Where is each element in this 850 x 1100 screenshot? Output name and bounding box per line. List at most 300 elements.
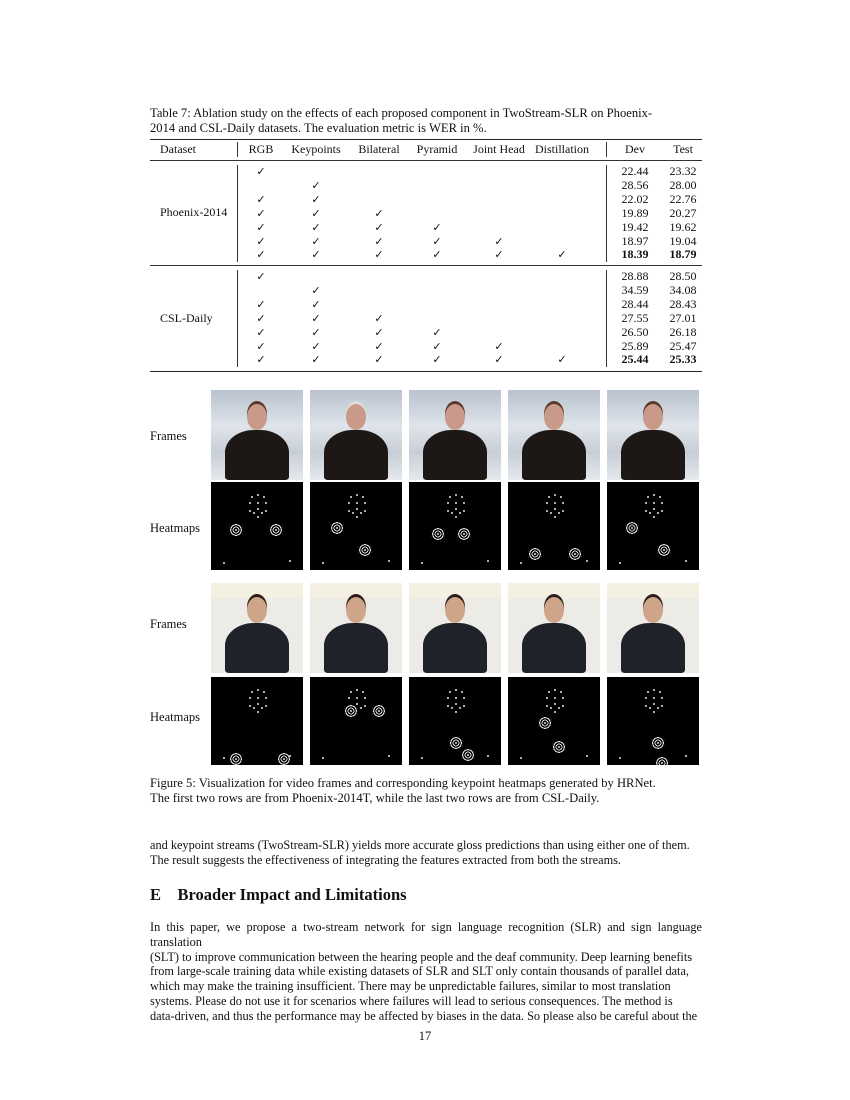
- dataset-label-phoenix: Phoenix-2014: [160, 205, 228, 219]
- keypoint-dot: [249, 697, 251, 699]
- row-label-heatmaps-1: Heatmaps: [150, 521, 200, 535]
- csl-video-frame: [211, 583, 303, 673]
- keypoint-dot: [463, 697, 465, 699]
- person-head: [247, 597, 267, 623]
- check-icon: ✓: [311, 353, 321, 367]
- keypoint-dot: [447, 697, 449, 699]
- keypoint-dot: [548, 496, 550, 498]
- dev-wer-value: 22.44: [621, 164, 649, 178]
- hand-keypoints: [528, 548, 542, 560]
- keypoint-dot: [360, 707, 362, 709]
- keypoint-dot: [554, 494, 556, 496]
- test-wer-value: 26.18: [669, 324, 697, 339]
- keypoint-dot: [487, 560, 489, 562]
- hand-keypoints: [651, 737, 665, 749]
- header-dataset: Dataset: [160, 142, 196, 156]
- header-vline-left: [237, 142, 238, 157]
- header-joint-head: Joint Head: [473, 142, 525, 156]
- keypoint-dot: [356, 689, 358, 691]
- check-icon: ✓: [256, 220, 266, 234]
- keypoint-dot: [257, 502, 259, 504]
- keypoint-dot: [455, 689, 457, 691]
- table-top-rule: [150, 139, 702, 140]
- keypoint-dot: [463, 510, 465, 512]
- keypoint-dot: [257, 689, 259, 691]
- test-wer-value: 18.79: [669, 247, 697, 262]
- keypoint-dot: [249, 510, 251, 512]
- check-icon: ✓: [256, 353, 266, 367]
- person-head: [346, 597, 366, 623]
- hand-keypoints: [657, 544, 671, 556]
- person-torso: [621, 430, 685, 480]
- keypoint-dot: [322, 562, 324, 564]
- keypoint-dot: [653, 494, 655, 496]
- keypoint-dot: [560, 496, 562, 498]
- keypoint-dot: [257, 703, 259, 705]
- keypoint-dot: [554, 508, 556, 510]
- hand-keypoints: [461, 749, 475, 761]
- keypoint-dot: [261, 512, 263, 514]
- check-icon: ✓: [256, 325, 266, 339]
- keypoint-dot: [645, 502, 647, 504]
- phoenix-video-frame: [508, 390, 600, 480]
- keypoint-dot: [364, 510, 366, 512]
- check-icon: ✓: [432, 248, 442, 262]
- phoenix-keypoint-heatmap: [409, 482, 501, 570]
- test-wer-value: 34.08: [669, 282, 697, 297]
- row-label-frames-1: Frames: [150, 429, 187, 443]
- keypoint-dot: [647, 691, 649, 693]
- keypoint-dot: [421, 562, 423, 564]
- keypoint-dot: [350, 496, 352, 498]
- person-torso: [423, 430, 487, 480]
- check-icon: ✓: [557, 248, 567, 262]
- dev-wer-value: 25.89: [621, 338, 649, 353]
- keypoint-dot: [558, 707, 560, 709]
- phoenix-video-frame: [310, 390, 402, 480]
- person-head: [445, 404, 465, 430]
- check-icon: ✓: [256, 192, 266, 206]
- keypoint-dot: [348, 510, 350, 512]
- header-distillation: Distillation: [535, 142, 589, 156]
- person-head: [544, 597, 564, 623]
- check-icon: ✓: [256, 270, 266, 283]
- keypoint-dot: [554, 703, 556, 705]
- header-dev: Dev: [625, 142, 645, 156]
- test-wer-value: 23.32: [669, 164, 697, 178]
- keypoint-dot: [653, 703, 655, 705]
- keypoint-dot: [362, 691, 364, 693]
- keypoint-dot: [257, 516, 259, 518]
- table-caption: [150, 106, 702, 136]
- table-bottom-rule: [150, 371, 702, 372]
- keypoint-dot: [520, 562, 522, 564]
- csl-keypoint-heatmap: [409, 677, 501, 765]
- check-icon: ✓: [494, 353, 504, 367]
- keypoint-dot: [352, 512, 354, 514]
- keypoint-dot: [546, 697, 548, 699]
- check-icon: ✓: [311, 283, 321, 297]
- keypoint-dot: [653, 689, 655, 691]
- keypoint-dot: [550, 707, 552, 709]
- dev-wer-value: 25.44: [621, 352, 649, 367]
- group1-vline-right: [606, 165, 607, 262]
- keypoint-dot: [558, 512, 560, 514]
- header-vline-right: [606, 142, 607, 157]
- keypoint-dot: [388, 755, 390, 757]
- dev-wer-value: 19.42: [621, 219, 649, 234]
- check-icon: ✓: [311, 297, 321, 311]
- person-torso: [324, 430, 388, 480]
- keypoint-dot: [257, 494, 259, 496]
- person-head: [643, 597, 663, 623]
- keypoint-dot: [562, 697, 564, 699]
- keypoint-dot: [356, 494, 358, 496]
- keypoint-dot: [249, 705, 251, 707]
- keypoint-dot: [645, 705, 647, 707]
- keypoint-dot: [257, 508, 259, 510]
- keypoint-dot: [447, 510, 449, 512]
- keypoint-dot: [554, 502, 556, 504]
- person-torso: [324, 623, 388, 673]
- keypoint-dot: [459, 707, 461, 709]
- keypoint-dot: [447, 502, 449, 504]
- hand-keypoints: [552, 741, 566, 753]
- test-wer-value: 28.00: [669, 177, 697, 192]
- keypoint-dot: [649, 512, 651, 514]
- check-icon: ✓: [311, 220, 321, 234]
- dev-wer-value: 18.97: [621, 233, 649, 248]
- test-wer-value: 22.76: [669, 191, 697, 206]
- keypoint-dot: [388, 560, 390, 562]
- phoenix-keypoint-heatmap: [211, 482, 303, 570]
- keypoint-dot: [562, 705, 564, 707]
- keypoint-dot: [550, 512, 552, 514]
- check-icon: ✓: [311, 248, 321, 262]
- keypoint-dot: [661, 697, 663, 699]
- keypoint-dot: [661, 705, 663, 707]
- keypoint-dot: [653, 697, 655, 699]
- keypoint-dot: [459, 512, 461, 514]
- hand-keypoints: [372, 705, 386, 717]
- test-wer-value: 19.62: [669, 219, 697, 234]
- figure-caption-line-1: Figure 5: Visualization for video frames and corresponding keypoint heatmaps generated by HRNet.: [150, 776, 656, 790]
- dev-wer-value: 22.02: [621, 191, 649, 206]
- check-icon: ✓: [432, 220, 442, 234]
- hand-keypoints: [655, 757, 669, 765]
- group-separator-rule: [150, 265, 702, 266]
- hand-keypoints: [358, 544, 372, 556]
- keypoint-dot: [261, 707, 263, 709]
- check-icon: ✓: [494, 339, 504, 353]
- keypoint-dot: [356, 697, 358, 699]
- dev-wer-value: 19.89: [621, 205, 649, 220]
- hand-keypoints: [269, 524, 283, 536]
- phoenix-video-frame: [409, 390, 501, 480]
- check-icon: ✓: [256, 339, 266, 353]
- person-torso: [621, 623, 685, 673]
- keypoint-dot: [685, 755, 687, 757]
- keypoint-dot: [455, 502, 457, 504]
- check-icon: ✓: [374, 248, 384, 262]
- check-icon: ✓: [256, 234, 266, 248]
- keypoint-dot: [449, 691, 451, 693]
- keypoint-dot: [455, 703, 457, 705]
- check-icon: ✓: [374, 220, 384, 234]
- keypoint-dot: [455, 508, 457, 510]
- keypoint-dot: [554, 697, 556, 699]
- keypoint-dot: [348, 502, 350, 504]
- check-icon: ✓: [432, 353, 442, 367]
- keypoint-dot: [265, 510, 267, 512]
- header-rule: [150, 160, 702, 161]
- csl-video-frame: [508, 583, 600, 673]
- paragraph-line: and keypoint streams (TwoStream-SLR) yields more accurate gloss predictions than using either one of them.: [150, 838, 690, 852]
- keypoint-dot: [257, 697, 259, 699]
- dev-wer-value: 26.50: [621, 324, 649, 339]
- test-wer-value: 25.47: [669, 338, 697, 353]
- paragraph-line: data-driven, and thus the performance may be affected by biases in the data. So please also be careful about the: [150, 1008, 698, 1023]
- keypoint-dot: [463, 705, 465, 707]
- header-rgb: RGB: [248, 142, 274, 156]
- keypoint-dot: [263, 691, 265, 693]
- dev-wer-value: 34.59: [621, 282, 649, 297]
- hand-keypoints: [538, 717, 552, 729]
- keypoint-dot: [223, 757, 225, 759]
- check-icon: ✓: [374, 206, 384, 220]
- keypoint-dot: [520, 757, 522, 759]
- dataset-label-csl: CSL-Daily: [160, 311, 213, 325]
- phoenix-keypoint-heatmap: [607, 482, 699, 570]
- header-bilateral: Bilateral: [358, 142, 400, 156]
- person-torso: [522, 623, 586, 673]
- keypoint-dot: [265, 697, 267, 699]
- paragraph-continuation: [150, 838, 702, 868]
- keypoint-dot: [619, 562, 621, 564]
- check-icon: ✓: [256, 165, 266, 178]
- keypoint-dot: [653, 502, 655, 504]
- paragraph-line: The result suggests the effectiveness of integrating the features extracted from both the streams.: [150, 852, 621, 867]
- test-wer-value: 28.50: [669, 269, 697, 283]
- keypoint-dot: [586, 755, 588, 757]
- keypoint-dot: [619, 757, 621, 759]
- keypoint-dot: [455, 711, 457, 713]
- dev-wer-value: 18.39: [621, 247, 649, 262]
- keypoint-dot: [645, 510, 647, 512]
- csl-keypoint-heatmap: [607, 677, 699, 765]
- paragraph-line: systems. Please do not use it for scenarios where failures will lead to serious consequences. The method is: [150, 993, 673, 1008]
- csl-keypoint-heatmap: [310, 677, 402, 765]
- check-icon: ✓: [374, 353, 384, 367]
- check-icon: ✓: [374, 311, 384, 325]
- dev-wer-value: 28.44: [621, 296, 649, 311]
- check-icon: ✓: [494, 234, 504, 248]
- keypoint-dot: [356, 703, 358, 705]
- keypoint-dot: [461, 691, 463, 693]
- row-label-heatmaps-2: Heatmaps: [150, 710, 200, 724]
- keypoint-dot: [657, 707, 659, 709]
- keypoint-dot: [265, 705, 267, 707]
- paragraph-line: from large-scale training data while existing datasets of SLR and SLT only contain thousands of parallel data,: [150, 964, 689, 979]
- keypoint-dot: [360, 512, 362, 514]
- check-icon: ✓: [256, 248, 266, 262]
- keypoint-dot: [562, 502, 564, 504]
- check-icon: ✓: [374, 234, 384, 248]
- test-wer-value: 28.43: [669, 296, 697, 311]
- keypoint-dot: [487, 755, 489, 757]
- keypoint-dot: [289, 560, 291, 562]
- keypoint-dot: [364, 705, 366, 707]
- keypoint-dot: [659, 496, 661, 498]
- hand-keypoints: [449, 737, 463, 749]
- keypoint-dot: [548, 691, 550, 693]
- header-pyramid: Pyramid: [416, 142, 458, 156]
- ablation-table: [150, 139, 702, 374]
- paragraph-line: (SLT) to improve communication between the hearing people and the deaf community. Deep learning benefits: [150, 949, 693, 964]
- keypoint-dot: [653, 711, 655, 713]
- dev-wer-value: 28.88: [621, 269, 649, 283]
- keypoint-dot: [451, 707, 453, 709]
- check-icon: ✓: [256, 311, 266, 325]
- figure-caption-line-2: The first two rows are from Phoenix-2014T, while the last two rows are from CSL-Daily.: [150, 791, 600, 805]
- hand-keypoints: [431, 528, 445, 540]
- check-icon: ✓: [311, 206, 321, 220]
- section-heading: E Broader Impact and Limitations: [150, 885, 407, 904]
- keypoint-dot: [253, 512, 255, 514]
- hand-keypoints: [568, 548, 582, 560]
- test-wer-value: 25.33: [669, 352, 697, 367]
- person-torso: [225, 430, 289, 480]
- keypoint-dot: [463, 502, 465, 504]
- keypoint-dot: [661, 510, 663, 512]
- csl-video-frame: [409, 583, 501, 673]
- hand-keypoints: [625, 522, 639, 534]
- person-torso: [225, 623, 289, 673]
- check-icon: ✓: [432, 234, 442, 248]
- check-icon: ✓: [374, 325, 384, 339]
- person-head: [445, 597, 465, 623]
- paragraph-line: In this paper, we propose a two-stream network for sign language recognition (SLR) and sign language translation: [150, 920, 702, 949]
- check-icon: ✓: [432, 325, 442, 339]
- keypoint-dot: [449, 496, 451, 498]
- keypoint-dot: [546, 502, 548, 504]
- hand-keypoints: [330, 522, 344, 534]
- keypoint-dot: [653, 516, 655, 518]
- keypoint-dot: [322, 757, 324, 759]
- test-wer-value: 19.04: [669, 233, 697, 248]
- check-icon: ✓: [432, 339, 442, 353]
- keypoint-dot: [356, 508, 358, 510]
- paragraph-broader-impact: [150, 920, 702, 1024]
- check-icon: ✓: [256, 206, 266, 220]
- keypoint-dot: [661, 502, 663, 504]
- csl-keypoint-heatmap: [211, 677, 303, 765]
- keypoint-dot: [554, 689, 556, 691]
- person-head: [643, 404, 663, 430]
- keypoint-dot: [348, 697, 350, 699]
- phoenix-keypoint-heatmap: [508, 482, 600, 570]
- keypoint-dot: [421, 757, 423, 759]
- hand-keypoints: [229, 524, 243, 536]
- check-icon: ✓: [311, 178, 321, 192]
- check-icon: ✓: [311, 339, 321, 353]
- keypoint-dot: [251, 496, 253, 498]
- page-number: 17: [418, 1029, 432, 1043]
- keypoint-dot: [263, 496, 265, 498]
- keypoint-dot: [265, 502, 267, 504]
- check-icon: ✓: [311, 192, 321, 206]
- keypoint-dot: [554, 516, 556, 518]
- keypoint-dot: [554, 711, 556, 713]
- check-icon: ✓: [256, 297, 266, 311]
- header-test: Test: [673, 142, 693, 156]
- keypoint-dot: [657, 512, 659, 514]
- keypoint-dot: [257, 711, 259, 713]
- keypoint-dot: [364, 697, 366, 699]
- test-wer-value: 27.01: [669, 310, 697, 325]
- person-head: [544, 404, 564, 430]
- keypoint-dot: [455, 516, 457, 518]
- figure-caption: [150, 776, 702, 806]
- person-head: [346, 404, 366, 430]
- keypoint-dot: [649, 707, 651, 709]
- phoenix-keypoint-heatmap: [310, 482, 402, 570]
- keypoint-dot: [350, 691, 352, 693]
- keypoint-dot: [653, 508, 655, 510]
- group1-vline-left: [237, 165, 238, 262]
- test-wer-value: 20.27: [669, 205, 697, 220]
- keypoint-dot: [562, 510, 564, 512]
- keypoint-dot: [249, 502, 251, 504]
- phoenix-video-frame: [607, 390, 699, 480]
- header-keypoints: Keypoints: [291, 142, 341, 156]
- keypoint-dot: [223, 562, 225, 564]
- keypoint-dot: [560, 691, 562, 693]
- keypoint-dot: [647, 496, 649, 498]
- dev-wer-value: 27.55: [621, 310, 649, 325]
- row-label-frames-2: Frames: [150, 617, 187, 631]
- csl-keypoint-heatmap: [508, 677, 600, 765]
- keypoint-dot: [364, 502, 366, 504]
- csl-video-frame: [607, 583, 699, 673]
- keypoint-dot: [451, 512, 453, 514]
- keypoint-dot: [659, 691, 661, 693]
- keypoint-dot: [356, 516, 358, 518]
- keypoint-dot: [685, 560, 687, 562]
- table-caption-line-1: Table 7: Ablation study on the effects of each proposed component in TwoStream-SLR on Phoenix-: [150, 106, 653, 120]
- group2-vline-left: [237, 270, 238, 367]
- table-caption-line-2: 2014 and CSL-Daily datasets. The evaluation metric is WER in %.: [150, 121, 487, 135]
- phoenix-video-frame: [211, 390, 303, 480]
- check-icon: ✓: [557, 353, 567, 367]
- check-icon: ✓: [494, 248, 504, 262]
- dev-wer-value: 28.56: [621, 177, 649, 192]
- keypoint-dot: [455, 697, 457, 699]
- person-torso: [423, 623, 487, 673]
- keypoint-dot: [546, 510, 548, 512]
- person-head: [247, 404, 267, 430]
- check-icon: ✓: [311, 325, 321, 339]
- check-icon: ✓: [311, 311, 321, 325]
- keypoint-dot: [645, 697, 647, 699]
- keypoint-dot: [546, 705, 548, 707]
- keypoint-dot: [461, 496, 463, 498]
- keypoint-dot: [251, 691, 253, 693]
- keypoint-dot: [253, 707, 255, 709]
- hand-keypoints: [344, 705, 358, 717]
- csl-video-frame: [310, 583, 402, 673]
- hand-keypoints: [457, 528, 471, 540]
